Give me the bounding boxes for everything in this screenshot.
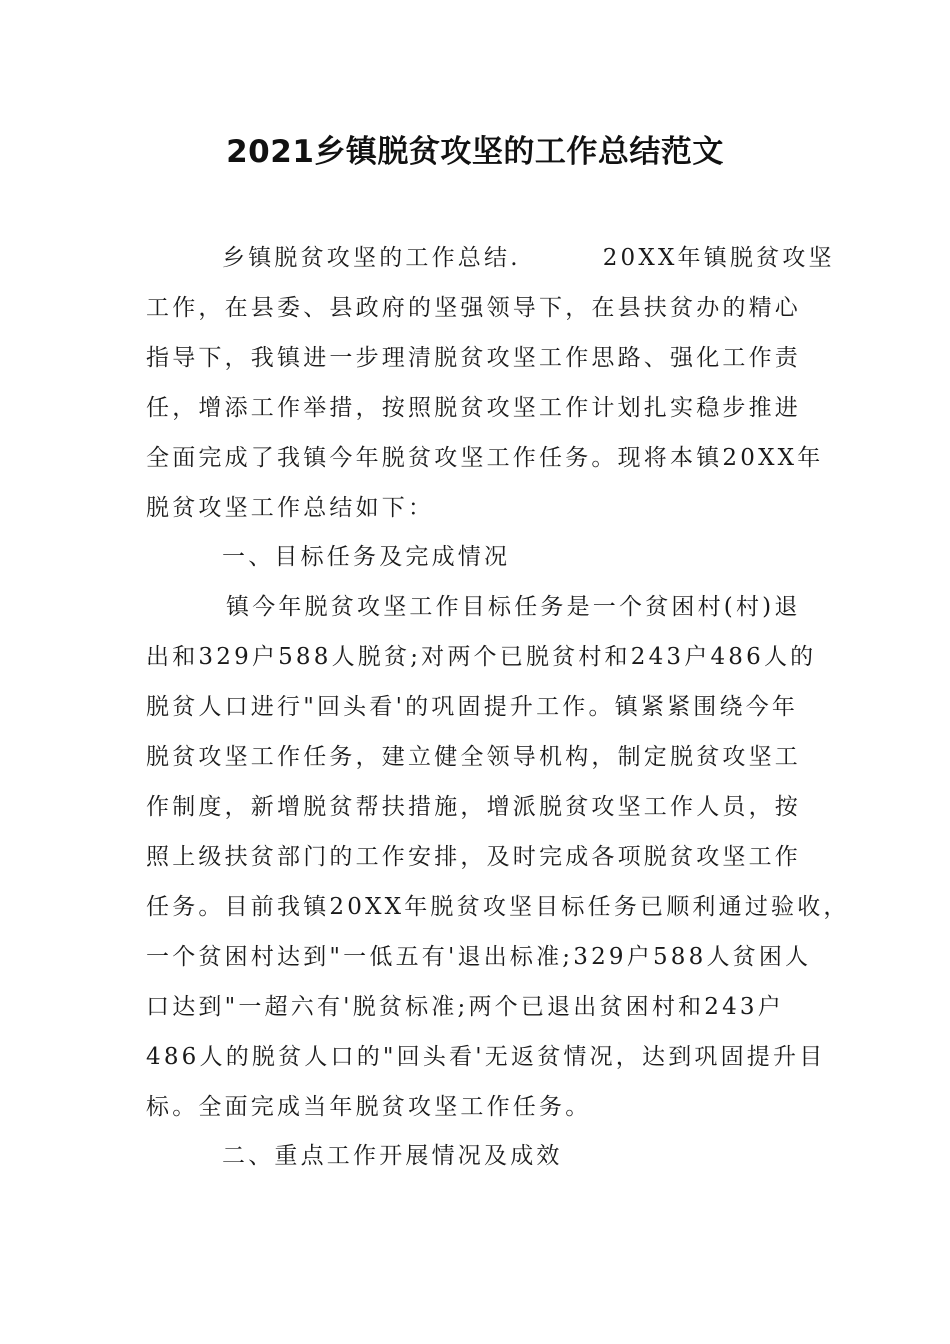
paragraph-1-line-4: 任，增添工作举措，按照脱贫攻坚工作计划扎实稳步推进 <box>146 395 801 421</box>
paragraph-2-line-8: 一个贫困村达到"一低五有'退出标准;329户588人贫困人 <box>146 944 812 970</box>
paragraph-1-line-1 <box>222 233 835 283</box>
paragraph-1-lead: 乡镇脱贫攻坚的工作总结. <box>222 245 521 271</box>
paragraph-2-line-5: 作制度，新增脱贫帮扶措施，增派脱贫攻坚工作人员，按 <box>146 794 801 820</box>
document-title: 2021乡镇脱贫攻坚的工作总结范文 <box>226 134 724 170</box>
paragraph-1-line-2: 工作，在县委、县政府的坚强领导下，在县扶贫办的精心 <box>146 295 801 321</box>
paragraph-2-line-9: 口达到"一超六有'脱贫标准;两个已退出贫困村和243户 <box>146 994 784 1020</box>
section-heading-1: 一、目标任务及完成情况 <box>222 544 511 570</box>
paragraph-1-lead-tail: 20XX年镇脱贫攻坚 <box>602 245 835 271</box>
paragraph-2-line-4: 脱贫攻坚工作任务，建立健全领导机构，制定脱贫攻坚工 <box>146 744 801 770</box>
section-heading-2: 二、重点工作开展情况及成效 <box>222 1143 563 1169</box>
paragraph-1-line-6: 脱贫攻坚工作总结如下： <box>146 495 435 521</box>
paragraph-2-line-2: 出和329户588人脱贫;对两个已脱贫村和243户486人的 <box>146 644 817 670</box>
paragraph-1-line-5: 全面完成了我镇今年脱贫攻坚工作任务。现将本镇20XX年 <box>146 445 824 471</box>
paragraph-1-line-3: 指导下，我镇进一步理清脱贫攻坚工作思路、强化工作责 <box>146 345 801 371</box>
paragraph-2-line-11: 标。全面完成当年脱贫攻坚工作任务。 <box>146 1094 592 1120</box>
paragraph-2-line-6: 照上级扶贫部门的工作安排，及时完成各项脱贫攻坚工作 <box>146 844 801 870</box>
paragraph-2-line-7: 任务。目前我镇20XX年脱贫攻坚目标任务已顺利通过验收， <box>146 894 850 920</box>
paragraph-2-line-1: 镇今年脱贫攻坚工作目标任务是一个贫困村(村)退 <box>226 594 801 620</box>
paragraph-2-line-3: 脱贫人口进行"回头看'的巩固提升工作。镇紧紧围绕今年 <box>146 694 799 720</box>
paragraph-2-line-10: 486人的脱贫人口的"回头看'无返贫情况，达到巩固提升目 <box>146 1044 826 1070</box>
